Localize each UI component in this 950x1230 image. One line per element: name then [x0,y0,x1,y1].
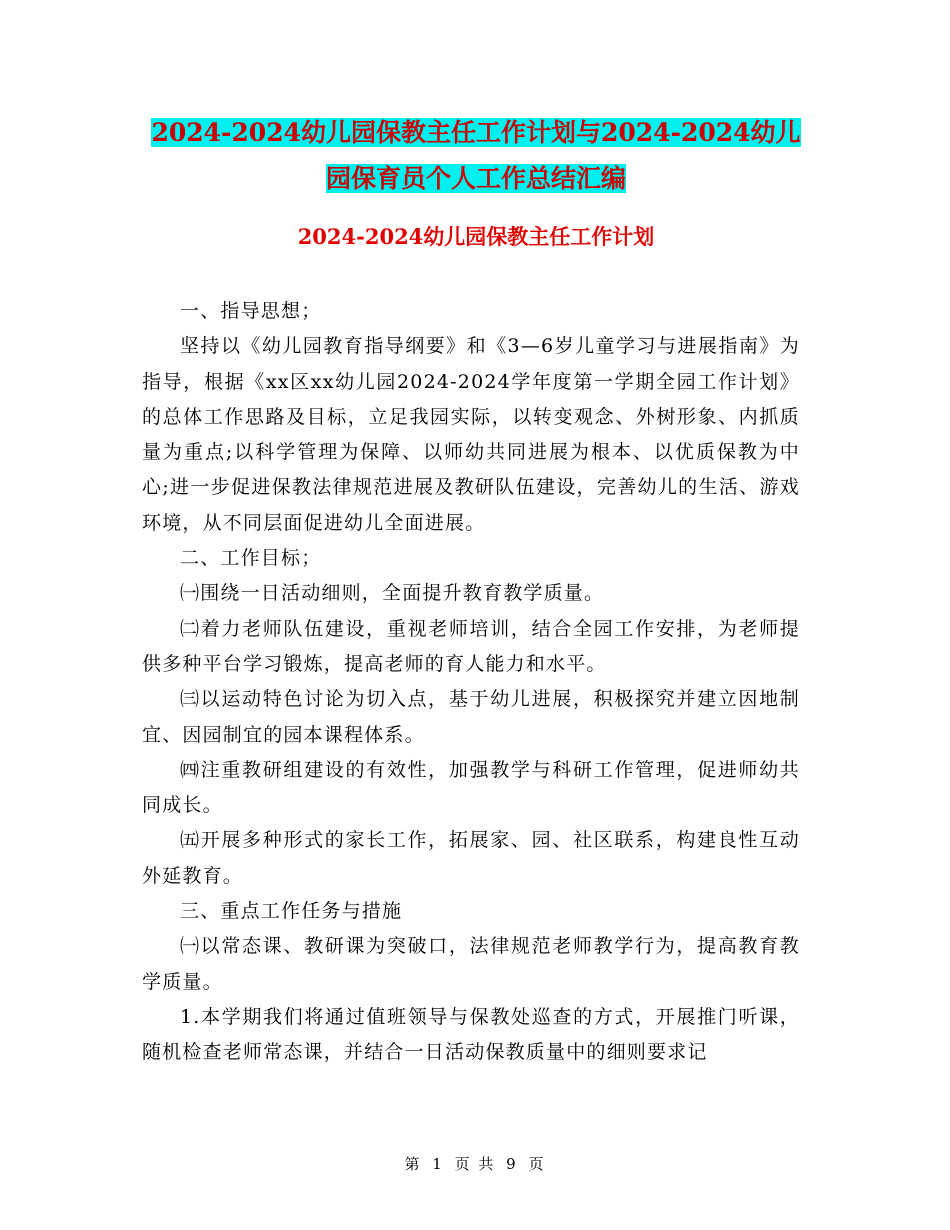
footer-total-pages: 9 [506,1155,518,1173]
document-title-text: 2024-2024幼儿园保教主任工作计划与2024-2024幼儿园保育员个人工作总结汇编 [151,118,801,193]
paragraph: 1.本学期我们将通过值班领导与保教处巡查的方式，开展推门听课，随机检查老师常态课，并结合一日活动保教质量中的细则要求记 [142,1005,800,1064]
footer-page-number: 1 [432,1155,444,1173]
paragraph: ㈠围绕一日活动细则，全面提升教育教学质量。 [180,582,605,605]
footer-middle: 页 共 [454,1155,496,1173]
paragraph-heading-key-tasks: 三、重点工作任务与措施 [180,900,403,923]
section-title: 2024-2024幼儿园保教主任工作计划 [297,224,655,249]
document-body [142,294,800,1071]
paragraph-heading-work-goals: 二、工作目标； [180,547,322,570]
paragraph: ㈣注重教研组建设的有效性，加强教学与科研工作管理，促进师幼共同成长。 [142,758,800,817]
paragraph-heading-guiding-thought: 一、指导思想； [180,300,322,322]
paragraph: 坚持以《幼儿园教育指导纲要》和《3—6岁儿童学习与进展指南》为指导，根据《xx区xx幼儿园2024-2024学年度第一学期全园工作计划》的总体工作思路及目标，立足我园实际，以转变观念、外树形象、内抓质量为重点;以科学管理为保障、以师幼共同进展为根本、以优质保教为中心;进一步促进保教法律规范进展及教研队伍建设，完善幼儿的生活、游戏环境，从不同层面促进幼儿全面进展。 [142,335,800,534]
footer-prefix: 第 [404,1155,422,1173]
document-title [140,110,812,202]
paragraph: ㈢以运动特色讨论为切入点，基于幼儿进展，积极探究并建立因地制宜、因园制宜的园本课程体系。 [142,688,800,746]
paragraph: ㈤开展多种形式的家长工作，拓展家、园、社区联系，构建良性互动外延教育。 [142,829,800,887]
paragraph: ㈠以常态课、教研课为突破口，法律规范老师教学行为，提高教育教学质量。 [142,935,800,993]
paragraph: ㈡着力老师队伍建设，重视老师培训，结合全园工作安排，为老师提供多种平台学习锻炼，提高老师的育人能力和水平。 [142,617,800,675]
page-footer [0,1153,950,1174]
footer-suffix: 页 [528,1155,546,1173]
